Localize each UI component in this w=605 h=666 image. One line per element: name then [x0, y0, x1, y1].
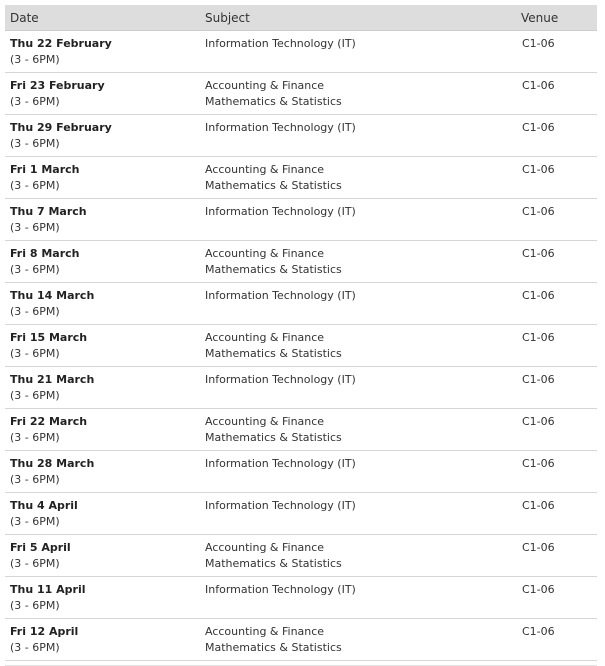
subject-name: Accounting & Finance	[205, 247, 325, 260]
subject-name: Mathematics & Statistics	[205, 179, 342, 192]
session-date: Thu 29 February	[10, 121, 112, 134]
table-row	[5, 31, 597, 73]
table-row	[5, 325, 597, 367]
subject-cell	[200, 619, 513, 661]
subject-cell	[200, 73, 513, 115]
subject-cell	[200, 115, 513, 157]
session-date: Thu 22 February	[10, 37, 112, 50]
session-date: Fri 22 March	[10, 415, 88, 428]
session-date: Thu 28 March	[10, 457, 95, 470]
subject-name: Mathematics & Statistics	[205, 95, 342, 108]
subject-name: Mathematics & Statistics	[205, 347, 342, 360]
table-row	[5, 493, 597, 535]
session-time: (3 - 6PM)	[10, 515, 60, 528]
venue-cell: C1-06	[513, 31, 597, 73]
venue-cell: C1-06	[513, 325, 597, 367]
subject-name: Information Technology (IT)	[205, 457, 356, 470]
subject-name: Information Technology (IT)	[205, 373, 356, 386]
table-row	[5, 157, 597, 199]
table-row	[5, 283, 597, 325]
session-time: (3 - 6PM)	[10, 263, 60, 276]
session-time: (3 - 6PM)	[10, 305, 60, 318]
date-cell	[5, 31, 200, 73]
date-cell	[5, 199, 200, 241]
subject-name: Accounting & Finance	[205, 415, 325, 428]
session-date: Fri 5 April	[10, 541, 71, 554]
schedule-table	[5, 5, 597, 661]
venue-cell: C1-06	[513, 409, 597, 451]
table-row	[5, 409, 597, 451]
subject-cell	[200, 31, 513, 73]
table-row	[5, 619, 597, 661]
session-time: (3 - 6PM)	[10, 431, 60, 444]
session-date: Fri 23 February	[10, 79, 105, 92]
session-date: Thu 7 March	[10, 205, 87, 218]
date-cell	[5, 325, 200, 367]
subject-name: Accounting & Finance	[205, 331, 325, 344]
session-date: Fri 1 March	[10, 163, 80, 176]
subject-name: Accounting & Finance	[205, 79, 325, 92]
date-cell	[5, 367, 200, 409]
venue-cell: C1-06	[513, 619, 597, 661]
session-date: Fri 8 March	[10, 247, 80, 260]
venue-cell: C1-06	[513, 199, 597, 241]
table-header	[5, 5, 597, 31]
date-cell	[5, 115, 200, 157]
session-time: (3 - 6PM)	[10, 179, 60, 192]
venue-cell: C1-06	[513, 115, 597, 157]
session-time: (3 - 6PM)	[10, 599, 60, 612]
session-time: (3 - 6PM)	[10, 389, 60, 402]
subject-cell	[200, 577, 513, 619]
column-header-venue: Venue	[513, 5, 597, 31]
date-cell	[5, 283, 200, 325]
venue-cell: C1-06	[513, 535, 597, 577]
table-body	[5, 31, 597, 661]
subject-cell	[200, 535, 513, 577]
session-date: Thu 21 March	[10, 373, 95, 386]
subject-cell	[200, 451, 513, 493]
subject-cell	[200, 283, 513, 325]
date-cell	[5, 409, 200, 451]
session-time: (3 - 6PM)	[10, 137, 60, 150]
table-row	[5, 199, 597, 241]
session-date: Fri 12 April	[10, 625, 79, 638]
date-cell	[5, 577, 200, 619]
date-cell	[5, 241, 200, 283]
subject-name: Accounting & Finance	[205, 163, 325, 176]
venue-cell: C1-06	[513, 241, 597, 283]
venue-cell: C1-06	[513, 157, 597, 199]
subject-name: Mathematics & Statistics	[205, 431, 342, 444]
subject-name: Information Technology (IT)	[205, 289, 356, 302]
date-cell	[5, 451, 200, 493]
date-cell	[5, 73, 200, 115]
date-cell	[5, 157, 200, 199]
table-row	[5, 115, 597, 157]
table-row	[5, 73, 597, 115]
session-time: (3 - 6PM)	[10, 473, 60, 486]
subject-cell	[200, 241, 513, 283]
session-time: (3 - 6PM)	[10, 557, 60, 570]
subject-name: Information Technology (IT)	[205, 583, 356, 596]
session-time: (3 - 6PM)	[10, 641, 60, 654]
venue-cell: C1-06	[513, 577, 597, 619]
date-cell	[5, 619, 200, 661]
session-date: Thu 4 April	[10, 499, 78, 512]
session-time: (3 - 6PM)	[10, 53, 60, 66]
table-row	[5, 451, 597, 493]
subject-name: Accounting & Finance	[205, 625, 325, 638]
subject-name: Information Technology (IT)	[205, 499, 356, 512]
subject-name: Mathematics & Statistics	[205, 557, 342, 570]
subject-name: Information Technology (IT)	[205, 205, 356, 218]
schedule-container	[5, 5, 597, 666]
subject-name: Information Technology (IT)	[205, 37, 356, 50]
venue-cell: C1-06	[513, 283, 597, 325]
session-time: (3 - 6PM)	[10, 347, 60, 360]
subject-cell	[200, 367, 513, 409]
date-cell	[5, 493, 200, 535]
venue-cell: C1-06	[513, 73, 597, 115]
subject-cell	[200, 199, 513, 241]
subject-cell	[200, 157, 513, 199]
subject-cell	[200, 409, 513, 451]
venue-cell: C1-06	[513, 451, 597, 493]
subject-cell	[200, 325, 513, 367]
subject-name: Mathematics & Statistics	[205, 263, 342, 276]
column-header-date: Date	[5, 5, 200, 31]
table-row	[5, 241, 597, 283]
table-row	[5, 367, 597, 409]
column-header-subject: Subject	[200, 5, 513, 31]
table-row	[5, 577, 597, 619]
session-date: Fri 15 March	[10, 331, 88, 344]
subject-name: Mathematics & Statistics	[205, 641, 342, 654]
session-date: Thu 14 March	[10, 289, 95, 302]
venue-cell: C1-06	[513, 493, 597, 535]
subject-name: Information Technology (IT)	[205, 121, 356, 134]
session-time: (3 - 6PM)	[10, 95, 60, 108]
session-date: Thu 11 April	[10, 583, 86, 596]
subject-cell	[200, 493, 513, 535]
date-cell	[5, 535, 200, 577]
table-row	[5, 535, 597, 577]
session-time: (3 - 6PM)	[10, 221, 60, 234]
subject-name: Accounting & Finance	[205, 541, 325, 554]
venue-cell: C1-06	[513, 367, 597, 409]
